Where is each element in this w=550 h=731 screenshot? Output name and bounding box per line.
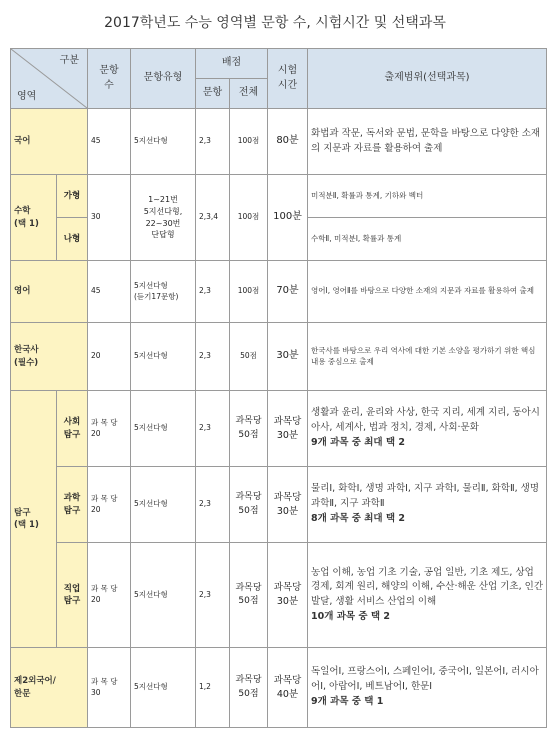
foreign-num: 과 목 당 30 [88, 648, 131, 728]
science-scope-cell [308, 467, 547, 543]
header-exam-time: 시험 시간 [268, 49, 308, 109]
area-history: 한국사 (필수) [11, 323, 88, 391]
header-gubun: 구분 [59, 55, 79, 66]
korean-type: 5지선다형 [131, 109, 196, 175]
math-sub-ga: 가형 [57, 175, 88, 218]
header-score-per-item: 문항 [196, 79, 230, 109]
table-row-korean [11, 109, 547, 175]
header-item-type: 문항유형 [131, 49, 196, 109]
foreign-total: 과목당 50점 [230, 648, 268, 728]
foreign-time: 과목당 40분 [268, 648, 308, 728]
header-score: 배점 [196, 49, 268, 79]
social-num: 과 목 당 20 [88, 391, 131, 467]
science-type: 5지선다형 [131, 467, 196, 543]
math-scope-ga: 미적분Ⅱ, 확률과 통계, 기하와 벡터 [308, 175, 547, 218]
social-scope: 생활과 윤리, 윤리와 사상, 한국 지리, 세계 지리, 동아시아사, 세계사, 법과 정치, 경제, 사회·문화 [311, 407, 540, 434]
header-area: 영역 [17, 90, 37, 102]
science-sub: 과학 탐구 [57, 467, 88, 543]
area-korean: 국어 [11, 109, 88, 175]
header-scope: 출제범위(선택과목) [308, 49, 547, 109]
math-per-item: 2,3,4 [196, 175, 230, 261]
table-row-math-ga [11, 175, 547, 218]
vocational-total: 과목당 50점 [230, 543, 268, 648]
table-row-social [11, 391, 547, 467]
foreign-scope: 독일어Ⅰ, 프랑스어Ⅰ, 스페인어Ⅰ, 중국어Ⅰ, 일본어Ⅰ, 러시아어Ⅰ, 아랍어Ⅰ, 베트남어Ⅰ, 한문Ⅰ [311, 666, 539, 693]
area-english: 영어 [11, 261, 88, 323]
science-per-item: 2,3 [196, 467, 230, 543]
exam-table [10, 48, 547, 728]
korean-time: 80분 [268, 109, 308, 175]
social-per-item: 2,3 [196, 391, 230, 467]
social-choice: 9개 과목 중 최대 택 2 [311, 436, 406, 448]
math-num: 30 [88, 175, 131, 261]
vocational-scope-cell [308, 543, 547, 648]
table-row-science [11, 467, 547, 543]
vocational-type: 5지선다형 [131, 543, 196, 648]
social-sub: 사회 탐구 [57, 391, 88, 467]
foreign-per-item: 1,2 [196, 648, 230, 728]
math-total: 100점 [230, 175, 268, 261]
social-total: 과목당 50점 [230, 391, 268, 467]
vocational-scope: 농업 이해, 농업 기초 기술, 공업 일반, 기초 제도, 상업 경제, 회계 원리, 해양의 이해, 수산·해운 산업 기초, 인간 발달, 생활 서비스 산업의 이해 [311, 566, 543, 607]
math-type: 1~21번 5지선다형, 22~30번 단답형 [131, 175, 196, 261]
science-scope: 물리Ⅰ, 화학Ⅰ, 생명 과학Ⅰ, 지구 과학Ⅰ, 물리Ⅱ, 화학Ⅱ, 생명 과학Ⅱ, 지구 과학Ⅱ [311, 483, 540, 510]
table-row-history [11, 323, 547, 391]
math-sub-na: 나형 [57, 218, 88, 261]
area-inquiry: 탐구 (택 1) [11, 391, 57, 648]
english-scope: 영어Ⅰ, 영어Ⅱ를 바탕으로 다양한 소재의 지문과 자료를 활용하여 출제 [308, 261, 547, 323]
english-type: 5지선다형 (듣기17문항) [131, 261, 196, 323]
vocational-num: 과 목 당 20 [88, 543, 131, 648]
korean-num: 45 [88, 109, 131, 175]
area-foreign: 제2외국어/ 한문 [11, 648, 88, 728]
history-num: 20 [88, 323, 131, 391]
table-row-english [11, 261, 547, 323]
header-area-gubun [11, 49, 88, 109]
table-row-vocational [11, 543, 547, 648]
science-num: 과 목 당 20 [88, 467, 131, 543]
history-total: 50점 [230, 323, 268, 391]
english-num: 45 [88, 261, 131, 323]
math-time: 100분 [268, 175, 308, 261]
vocational-per-item: 2,3 [196, 543, 230, 648]
english-total: 100점 [230, 261, 268, 323]
foreign-choice: 9개 과목 중 택 1 [311, 695, 384, 707]
social-scope-cell [308, 391, 547, 467]
header-num-items: 문항 수 [88, 49, 131, 109]
foreign-type: 5지선다형 [131, 648, 196, 728]
vocational-sub: 직업 탐구 [57, 543, 88, 648]
science-time: 과목당 30분 [268, 467, 308, 543]
foreign-scope-cell [308, 648, 547, 728]
vocational-time: 과목당 30분 [268, 543, 308, 648]
social-time: 과목당 30분 [268, 391, 308, 467]
history-scope: 한국사를 바탕으로 우리 역사에 대한 기본 소양을 평가하기 위한 핵심 내용 중심으로 출제 [308, 323, 547, 391]
korean-scope: 화법과 작문, 독서와 문법, 문학을 바탕으로 다양한 소재의 지문과 자료를 활용하여 출제 [308, 109, 547, 175]
korean-total: 100점 [230, 109, 268, 175]
vocational-choice: 10개 과목 중 택 2 [311, 610, 390, 622]
area-math: 수학 (택 1) [11, 175, 57, 261]
korean-per-item: 2,3 [196, 109, 230, 175]
history-per-item: 2,3 [196, 323, 230, 391]
math-scope-na: 수학Ⅱ, 미적분Ⅰ, 확률과 통계 [308, 218, 547, 261]
science-total: 과목당 50점 [230, 467, 268, 543]
table-row-foreign [11, 648, 547, 728]
header-score-total: 전체 [230, 79, 268, 109]
page-title: 2017학년도 수능 영역별 문항 수, 시험시간 및 선택과목 [104, 15, 446, 31]
history-type: 5지선다형 [131, 323, 196, 391]
history-time: 30분 [268, 323, 308, 391]
header-row-1 [11, 49, 547, 79]
science-choice: 8개 과목 중 최대 택 2 [311, 512, 406, 524]
social-type: 5지선다형 [131, 391, 196, 467]
english-per-item: 2,3 [196, 261, 230, 323]
english-time: 70분 [268, 261, 308, 323]
